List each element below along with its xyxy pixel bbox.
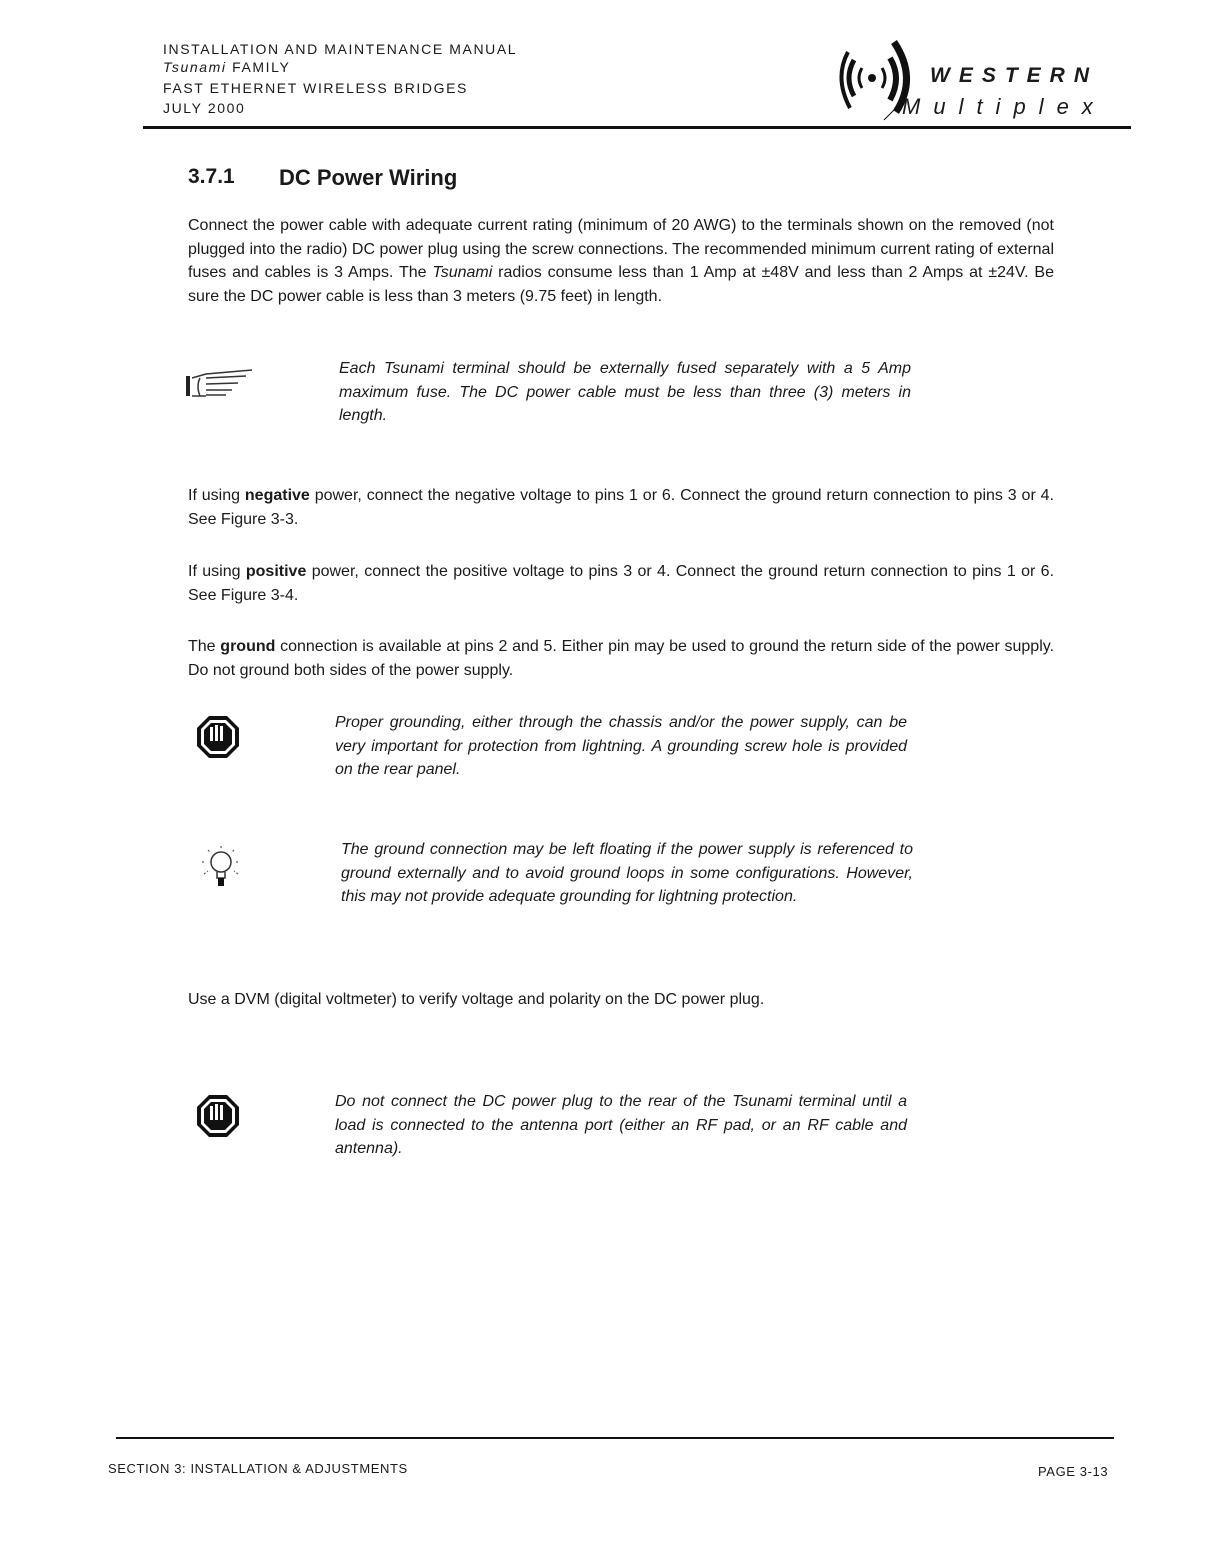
paragraph-text: power, connect the positive voltage to pins 3 or 4. Connect the ground return connection to pins 1 or 6. See Figure 3-4. xyxy=(188,563,1055,604)
paragraph-emphasis: positive xyxy=(245,563,307,580)
paragraph-text: If using xyxy=(188,487,245,504)
header-rule xyxy=(143,126,1131,129)
footer-rule xyxy=(116,1437,1114,1439)
paragraph-ground-connection xyxy=(188,635,1054,682)
note-floating-ground: The ground connection may be left floating if the power supply is referenced to ground externally and to avoid ground loops in some configurations. However, this may not provide adequate grounding for lightning protection. xyxy=(341,841,913,905)
note-grounding: Proper grounding, either through the chassis and/or the power supply, can be very important for protection from lightning. A grounding screw hole is provided on the rear panel. xyxy=(335,714,907,778)
logo-word-multiplex: Multiplex xyxy=(902,94,1106,119)
paragraph-text: radios consume less than 1 Amp at ±48V and less than 2 Amps at ±24V. Be sure the DC power cable is less than 3 meters (9.75 feet) in length. xyxy=(188,264,1054,305)
light-bulb-icon xyxy=(196,844,246,895)
paragraph-text: If using xyxy=(188,563,246,580)
stop-hand-icon xyxy=(196,1094,240,1143)
note-load-connection: Do not connect the DC power plug to the rear of the Tsunami terminal until a load is connected to the antenna port (either an RF pad, or an RF cable and antenna). xyxy=(335,1093,907,1157)
header-family-label: FAMILY xyxy=(226,59,291,75)
paragraph-negative-power xyxy=(188,484,1054,531)
stop-hand-icon xyxy=(196,715,240,764)
paragraph-text: Connect the power cable with adequate current rating (minimum of 20 AWG) to the terminals shown on the removed (not plugged into the radio) DC power plug using the screw connections. The recommended minimum current rating of external fuses and cables is 3 Amps. The xyxy=(188,217,1054,281)
footer-section-label: SECTION 3: INSTALLATION & ADJUSTMENTS xyxy=(108,1461,408,1476)
paragraph-text: The xyxy=(188,638,221,655)
paragraph-emphasis: ground xyxy=(220,638,276,655)
paragraph-text: power, connect the negative voltage to pins 1 or 6. Connect the ground return connection to pins 3 or 4. See Figure 3-3. xyxy=(188,487,1054,528)
paragraph-product-name: Tsunami xyxy=(432,264,493,281)
header-product-type: FAST ETHERNET WIRELESS BRIDGES xyxy=(163,80,468,96)
logo-word-western: WESTERN xyxy=(930,64,1098,87)
paragraph-power-cable xyxy=(188,214,1054,308)
footer-page-number: PAGE 3-13 xyxy=(1038,1464,1109,1479)
header-date: JULY 2000 xyxy=(163,100,246,116)
paragraph-positive-power xyxy=(188,560,1054,607)
section-title: DC Power Wiring xyxy=(279,165,458,190)
section-number: 3.7.1 xyxy=(188,165,235,188)
paragraph-text: connection is available at pins 2 and 5. Either pin may be used to ground the return side of the power supply. Do not ground both sides of the power supply. xyxy=(188,638,1055,679)
paragraph-dvm: Use a DVM (digital voltmeter) to verify voltage and polarity on the DC power plug. xyxy=(188,991,765,1008)
pointing-hand-icon xyxy=(186,364,260,405)
header-product-name: Tsunami xyxy=(163,59,227,75)
header-manual-title: INSTALLATION AND MAINTENANCE MANUAL xyxy=(163,41,518,57)
paragraph-emphasis: negative xyxy=(244,487,310,504)
western-multiplex-logo xyxy=(838,38,1106,128)
note-fuse: Each Tsunami terminal should be externally fused separately with a 5 Amp maximum fuse. The DC power cable must be less than three (3) meters in length. xyxy=(339,360,911,424)
header-product-family xyxy=(163,58,290,76)
